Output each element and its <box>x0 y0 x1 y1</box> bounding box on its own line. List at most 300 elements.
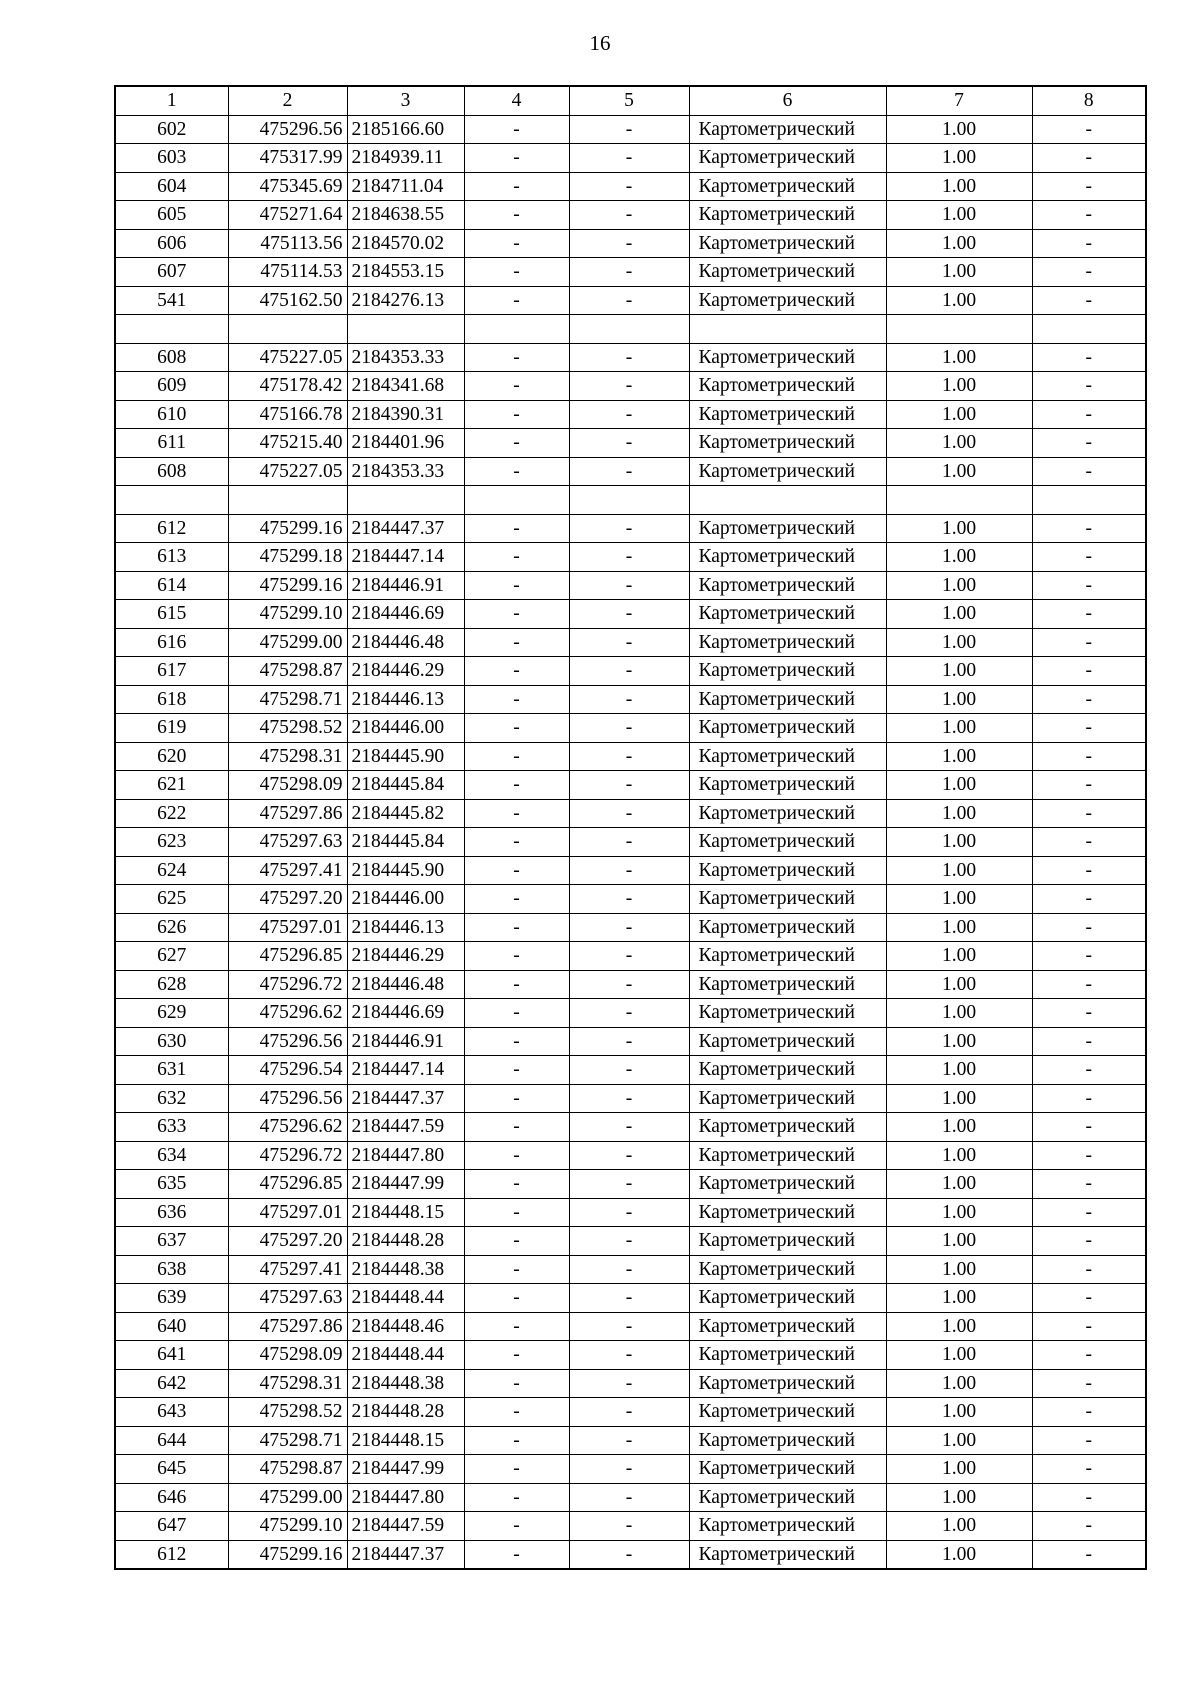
column-4-cell: - <box>464 201 569 230</box>
column-8-cell: - <box>1032 1056 1146 1085</box>
x-coordinate-cell: 475299.16 <box>228 514 347 543</box>
column-8-cell: - <box>1032 1341 1146 1370</box>
table-row <box>115 714 1146 743</box>
point-number-cell: 644 <box>115 1426 228 1455</box>
accuracy-cell: 1.00 <box>886 1369 1032 1398</box>
x-coordinate-cell: 475227.05 <box>228 343 347 372</box>
column-4-cell: - <box>464 771 569 800</box>
point-number-cell: 610 <box>115 400 228 429</box>
method-cell: Картометрический <box>689 742 886 771</box>
point-number-cell: 646 <box>115 1483 228 1512</box>
column-5-cell: - <box>569 913 689 942</box>
column-8-cell: - <box>1032 144 1146 173</box>
column-4-cell: - <box>464 657 569 686</box>
column-8-cell: - <box>1032 1312 1146 1341</box>
method-cell: Картометрический <box>689 1141 886 1170</box>
method-cell: Картометрический <box>689 1056 886 1085</box>
column-4-cell: - <box>464 429 569 458</box>
column-5-cell: - <box>569 429 689 458</box>
column-4-cell: - <box>464 799 569 828</box>
column-5-cell: - <box>569 144 689 173</box>
accuracy-cell: 1.00 <box>886 600 1032 629</box>
column-8-cell: - <box>1032 628 1146 657</box>
column-5-cell: - <box>569 258 689 287</box>
method-cell: Картометрический <box>689 1369 886 1398</box>
column-4-cell: - <box>464 1540 569 1569</box>
column-8-cell: - <box>1032 372 1146 401</box>
column-8-cell: - <box>1032 457 1146 486</box>
y-coordinate-cell: 2184448.15 <box>347 1198 464 1227</box>
y-coordinate-cell: 2184353.33 <box>347 343 464 372</box>
column-8-cell: - <box>1032 1027 1146 1056</box>
column-8-cell: - <box>1032 657 1146 686</box>
point-number-cell: 609 <box>115 372 228 401</box>
point-number-cell: 614 <box>115 571 228 600</box>
accuracy-cell: 1.00 <box>886 457 1032 486</box>
x-coordinate-cell: 475297.20 <box>228 1227 347 1256</box>
table-row <box>115 742 1146 771</box>
x-coordinate-cell: 475162.50 <box>228 286 347 315</box>
column-4-cell: - <box>464 1398 569 1427</box>
y-coordinate-cell: 2184447.59 <box>347 1113 464 1142</box>
column-5-cell: - <box>569 1227 689 1256</box>
point-number-cell: 616 <box>115 628 228 657</box>
accuracy-cell: 1.00 <box>886 657 1032 686</box>
column-4-cell: - <box>464 999 569 1028</box>
column-5-cell: - <box>569 201 689 230</box>
y-coordinate-cell: 2184448.28 <box>347 1227 464 1256</box>
column-5-cell: - <box>569 600 689 629</box>
column-8-cell: - <box>1032 229 1146 258</box>
column-8-cell: - <box>1032 771 1146 800</box>
table-row <box>115 1255 1146 1284</box>
column-header: 7 <box>886 86 1032 115</box>
column-4-cell: - <box>464 628 569 657</box>
y-coordinate-cell: 2184446.13 <box>347 685 464 714</box>
column-5-cell: - <box>569 828 689 857</box>
accuracy-cell: 1.00 <box>886 115 1032 144</box>
y-coordinate-cell: 2184390.31 <box>347 400 464 429</box>
method-cell: Картометрический <box>689 1113 886 1142</box>
method-cell: Картометрический <box>689 771 886 800</box>
method-cell: Картометрический <box>689 172 886 201</box>
table-row <box>115 685 1146 714</box>
column-8-cell: - <box>1032 1255 1146 1284</box>
y-coordinate-cell: 2185166.60 <box>347 115 464 144</box>
column-5-cell: - <box>569 885 689 914</box>
y-coordinate-cell: 2184446.69 <box>347 600 464 629</box>
point-number-cell: 647 <box>115 1512 228 1541</box>
table-row <box>115 201 1146 230</box>
table-row <box>115 343 1146 372</box>
method-cell: Картометрический <box>689 1540 886 1569</box>
x-coordinate-cell: 475296.62 <box>228 999 347 1028</box>
point-number-cell: 625 <box>115 885 228 914</box>
x-coordinate-cell: 475297.63 <box>228 1284 347 1313</box>
y-coordinate-cell <box>347 315 464 344</box>
y-coordinate-cell: 2184341.68 <box>347 372 464 401</box>
column-8-cell: - <box>1032 258 1146 287</box>
column-5-cell: - <box>569 1540 689 1569</box>
method-cell: Картометрический <box>689 799 886 828</box>
accuracy-cell: 1.00 <box>886 1056 1032 1085</box>
accuracy-cell: 1.00 <box>886 144 1032 173</box>
column-8-cell: - <box>1032 742 1146 771</box>
method-cell: Картометрический <box>689 828 886 857</box>
column-5-cell: - <box>569 229 689 258</box>
table-row <box>115 571 1146 600</box>
point-number-cell: 636 <box>115 1198 228 1227</box>
column-5-cell: - <box>569 400 689 429</box>
method-cell: Картометрический <box>689 1227 886 1256</box>
x-coordinate-cell: 475299.16 <box>228 571 347 600</box>
column-8-cell: - <box>1032 1483 1146 1512</box>
method-cell: Картометрический <box>689 1198 886 1227</box>
method-cell: Картометрический <box>689 856 886 885</box>
x-coordinate-cell: 475297.63 <box>228 828 347 857</box>
point-number-cell: 628 <box>115 970 228 999</box>
method-cell: Картометрический <box>689 1084 886 1113</box>
column-5-cell: - <box>569 514 689 543</box>
accuracy-cell: 1.00 <box>886 1483 1032 1512</box>
accuracy-cell: 1.00 <box>886 343 1032 372</box>
x-coordinate-cell: 475299.16 <box>228 1540 347 1569</box>
point-number-cell: 619 <box>115 714 228 743</box>
column-8-cell: - <box>1032 1455 1146 1484</box>
table-row <box>115 1398 1146 1427</box>
point-number-cell: 637 <box>115 1227 228 1256</box>
y-coordinate-cell: 2184939.11 <box>347 144 464 173</box>
table-separator-row <box>115 486 1146 515</box>
column-8-cell: - <box>1032 799 1146 828</box>
x-coordinate-cell: 475299.00 <box>228 1483 347 1512</box>
x-coordinate-cell: 475215.40 <box>228 429 347 458</box>
column-5-cell: - <box>569 685 689 714</box>
column-4-cell: - <box>464 1227 569 1256</box>
column-8-cell: - <box>1032 856 1146 885</box>
column-5-cell: - <box>569 714 689 743</box>
y-coordinate-cell: 2184448.38 <box>347 1369 464 1398</box>
table-row <box>115 1141 1146 1170</box>
point-number-cell: 605 <box>115 201 228 230</box>
method-cell: Картометрический <box>689 1455 886 1484</box>
column-4-cell: - <box>464 970 569 999</box>
accuracy-cell: 1.00 <box>886 1312 1032 1341</box>
y-coordinate-cell: 2184447.99 <box>347 1170 464 1199</box>
y-coordinate-cell: 2184447.99 <box>347 1455 464 1484</box>
x-coordinate-cell: 475297.86 <box>228 1312 347 1341</box>
table-separator-row <box>115 315 1146 344</box>
x-coordinate-cell: 475296.72 <box>228 970 347 999</box>
column-4-cell: - <box>464 543 569 572</box>
accuracy-cell: 1.00 <box>886 1113 1032 1142</box>
point-number-cell: 618 <box>115 685 228 714</box>
y-coordinate-cell: 2184447.14 <box>347 1056 464 1085</box>
column-4-cell: - <box>464 172 569 201</box>
column-8-cell: - <box>1032 571 1146 600</box>
point-number-cell: 617 <box>115 657 228 686</box>
accuracy-cell: 1.00 <box>886 942 1032 971</box>
point-number-cell: 634 <box>115 1141 228 1170</box>
point-number-cell: 608 <box>115 343 228 372</box>
column-8-cell: - <box>1032 942 1146 971</box>
point-number-cell: 620 <box>115 742 228 771</box>
y-coordinate-cell: 2184445.90 <box>347 742 464 771</box>
accuracy-cell: 1.00 <box>886 913 1032 942</box>
column-5-cell: - <box>569 942 689 971</box>
column-8-cell: - <box>1032 343 1146 372</box>
table-row <box>115 913 1146 942</box>
column-8-cell: - <box>1032 1398 1146 1427</box>
column-4-cell: - <box>464 856 569 885</box>
coordinates-table <box>114 85 1147 1570</box>
column-5-cell: - <box>569 1255 689 1284</box>
column-5-cell: - <box>569 1312 689 1341</box>
x-coordinate-cell: 475299.00 <box>228 628 347 657</box>
column-5-cell: - <box>569 372 689 401</box>
accuracy-cell: 1.00 <box>886 1027 1032 1056</box>
accuracy-cell: 1.00 <box>886 742 1032 771</box>
x-coordinate-cell: 475296.56 <box>228 1027 347 1056</box>
table-row <box>115 1512 1146 1541</box>
column-5-cell: - <box>569 657 689 686</box>
table-row <box>115 799 1146 828</box>
method-cell: Картометрический <box>689 514 886 543</box>
column-8-cell: - <box>1032 685 1146 714</box>
y-coordinate-cell: 2184447.37 <box>347 1540 464 1569</box>
point-number-cell: 635 <box>115 1170 228 1199</box>
point-number-cell: 633 <box>115 1113 228 1142</box>
column-5-cell: - <box>569 172 689 201</box>
column-8-cell: - <box>1032 172 1146 201</box>
column-4-cell: - <box>464 942 569 971</box>
accuracy-cell: 1.00 <box>886 714 1032 743</box>
method-cell <box>689 315 886 344</box>
accuracy-cell: 1.00 <box>886 571 1032 600</box>
table-row <box>115 514 1146 543</box>
method-cell: Картометрический <box>689 372 886 401</box>
column-8-cell: - <box>1032 1141 1146 1170</box>
column-4-cell: - <box>464 885 569 914</box>
method-cell <box>689 486 886 515</box>
column-4-cell: - <box>464 913 569 942</box>
table-row <box>115 457 1146 486</box>
point-number-cell: 632 <box>115 1084 228 1113</box>
x-coordinate-cell: 475178.42 <box>228 372 347 401</box>
column-5-cell: - <box>569 771 689 800</box>
accuracy-cell: 1.00 <box>886 1512 1032 1541</box>
point-number-cell: 642 <box>115 1369 228 1398</box>
method-cell: Картометрический <box>689 657 886 686</box>
point-number-cell: 622 <box>115 799 228 828</box>
point-number-cell: 624 <box>115 856 228 885</box>
column-5-cell: - <box>569 1198 689 1227</box>
y-coordinate-cell: 2184448.38 <box>347 1255 464 1284</box>
accuracy-cell <box>886 486 1032 515</box>
method-cell: Картометрический <box>689 1312 886 1341</box>
accuracy-cell: 1.00 <box>886 1398 1032 1427</box>
column-5-cell <box>569 486 689 515</box>
table-row <box>115 1084 1146 1113</box>
column-4-cell: - <box>464 828 569 857</box>
column-5-cell: - <box>569 1512 689 1541</box>
table-row <box>115 115 1146 144</box>
method-cell: Картометрический <box>689 286 886 315</box>
column-4-cell: - <box>464 600 569 629</box>
y-coordinate-cell: 2184446.00 <box>347 885 464 914</box>
x-coordinate-cell: 475298.09 <box>228 771 347 800</box>
table-row <box>115 1056 1146 1085</box>
table-row <box>115 1483 1146 1512</box>
accuracy-cell: 1.00 <box>886 229 1032 258</box>
column-4-cell: - <box>464 514 569 543</box>
point-number-cell: 643 <box>115 1398 228 1427</box>
accuracy-cell: 1.00 <box>886 685 1032 714</box>
x-coordinate-cell: 475296.85 <box>228 1170 347 1199</box>
column-8-cell: - <box>1032 543 1146 572</box>
y-coordinate-cell: 2184448.44 <box>347 1284 464 1313</box>
point-number-cell: 606 <box>115 229 228 258</box>
x-coordinate-cell: 475296.62 <box>228 1113 347 1142</box>
method-cell: Картометрический <box>689 1027 886 1056</box>
column-4-cell: - <box>464 457 569 486</box>
table-row <box>115 400 1146 429</box>
table-row <box>115 372 1146 401</box>
accuracy-cell: 1.00 <box>886 1198 1032 1227</box>
column-5-cell: - <box>569 1113 689 1142</box>
method-cell: Картометрический <box>689 885 886 914</box>
accuracy-cell: 1.00 <box>886 885 1032 914</box>
column-4-cell: - <box>464 343 569 372</box>
column-5-cell: - <box>569 1141 689 1170</box>
column-5-cell: - <box>569 1056 689 1085</box>
column-5-cell: - <box>569 856 689 885</box>
point-number-cell: 645 <box>115 1455 228 1484</box>
point-number-cell: 604 <box>115 172 228 201</box>
column-5-cell: - <box>569 1284 689 1313</box>
table-row <box>115 1227 1146 1256</box>
column-8-cell: - <box>1032 1512 1146 1541</box>
x-coordinate-cell: 475297.01 <box>228 913 347 942</box>
column-4-cell: - <box>464 1027 569 1056</box>
accuracy-cell: 1.00 <box>886 201 1032 230</box>
y-coordinate-cell: 2184445.82 <box>347 799 464 828</box>
column-4-cell: - <box>464 1455 569 1484</box>
table-row <box>115 600 1146 629</box>
y-coordinate-cell: 2184447.37 <box>347 1084 464 1113</box>
y-coordinate-cell: 2184447.80 <box>347 1141 464 1170</box>
table-row <box>115 286 1146 315</box>
table-row <box>115 1170 1146 1199</box>
table-row <box>115 1540 1146 1569</box>
y-coordinate-cell: 2184448.44 <box>347 1341 464 1370</box>
point-number-cell: 612 <box>115 1540 228 1569</box>
method-cell: Картометрический <box>689 457 886 486</box>
accuracy-cell: 1.00 <box>886 543 1032 572</box>
column-8-cell: - <box>1032 970 1146 999</box>
accuracy-cell: 1.00 <box>886 1255 1032 1284</box>
column-4-cell: - <box>464 400 569 429</box>
x-coordinate-cell: 475114.53 <box>228 258 347 287</box>
x-coordinate-cell: 475296.85 <box>228 942 347 971</box>
table-row <box>115 828 1146 857</box>
table-row <box>115 1341 1146 1370</box>
column-5-cell: - <box>569 343 689 372</box>
accuracy-cell: 1.00 <box>886 400 1032 429</box>
method-cell: Картометрический <box>689 400 886 429</box>
column-8-cell: - <box>1032 400 1146 429</box>
method-cell: Картометрический <box>689 258 886 287</box>
column-8-cell: - <box>1032 828 1146 857</box>
column-4-cell: - <box>464 115 569 144</box>
x-coordinate-cell: 475299.10 <box>228 600 347 629</box>
column-5-cell: - <box>569 1341 689 1370</box>
method-cell: Картометрический <box>689 1284 886 1313</box>
accuracy-cell: 1.00 <box>886 856 1032 885</box>
x-coordinate-cell: 475297.41 <box>228 856 347 885</box>
method-cell: Картометрический <box>689 1512 886 1541</box>
method-cell: Картометрический <box>689 543 886 572</box>
column-header: 6 <box>689 86 886 115</box>
column-5-cell: - <box>569 799 689 828</box>
table-row <box>115 1284 1146 1313</box>
point-number-cell: 621 <box>115 771 228 800</box>
point-number-cell: 630 <box>115 1027 228 1056</box>
column-8-cell: - <box>1032 201 1146 230</box>
method-cell: Картометрический <box>689 1341 886 1370</box>
point-number-cell: 612 <box>115 514 228 543</box>
accuracy-cell: 1.00 <box>886 429 1032 458</box>
x-coordinate-cell: 475298.71 <box>228 1426 347 1455</box>
y-coordinate-cell: 2184711.04 <box>347 172 464 201</box>
column-5-cell <box>569 315 689 344</box>
column-5-cell: - <box>569 1455 689 1484</box>
column-8-cell: - <box>1032 514 1146 543</box>
method-cell: Картометрический <box>689 685 886 714</box>
x-coordinate-cell: 475317.99 <box>228 144 347 173</box>
y-coordinate-cell: 2184446.29 <box>347 657 464 686</box>
accuracy-cell: 1.00 <box>886 1455 1032 1484</box>
point-number-cell: 631 <box>115 1056 228 1085</box>
column-header: 1 <box>115 86 228 115</box>
column-4-cell <box>464 486 569 515</box>
x-coordinate-cell: 475298.09 <box>228 1341 347 1370</box>
y-coordinate-cell: 2184446.48 <box>347 970 464 999</box>
column-4-cell: - <box>464 1284 569 1313</box>
method-cell: Картометрический <box>689 600 886 629</box>
method-cell: Картометрический <box>689 999 886 1028</box>
column-4-cell: - <box>464 1312 569 1341</box>
point-number-cell: 626 <box>115 913 228 942</box>
column-8-cell: - <box>1032 286 1146 315</box>
column-4-cell: - <box>464 1369 569 1398</box>
point-number-cell: 638 <box>115 1255 228 1284</box>
method-cell: Картометрический <box>689 1398 886 1427</box>
accuracy-cell: 1.00 <box>886 999 1032 1028</box>
column-8-cell: - <box>1032 1284 1146 1313</box>
column-5-cell: - <box>569 457 689 486</box>
x-coordinate-cell: 475298.87 <box>228 657 347 686</box>
accuracy-cell: 1.00 <box>886 1084 1032 1113</box>
point-number-cell: 627 <box>115 942 228 971</box>
x-coordinate-cell: 475298.52 <box>228 714 347 743</box>
table-row <box>115 1455 1146 1484</box>
accuracy-cell: 1.00 <box>886 172 1032 201</box>
column-4-cell: - <box>464 742 569 771</box>
point-number-cell: 608 <box>115 457 228 486</box>
y-coordinate-cell: 2184446.29 <box>347 942 464 971</box>
accuracy-cell: 1.00 <box>886 286 1032 315</box>
